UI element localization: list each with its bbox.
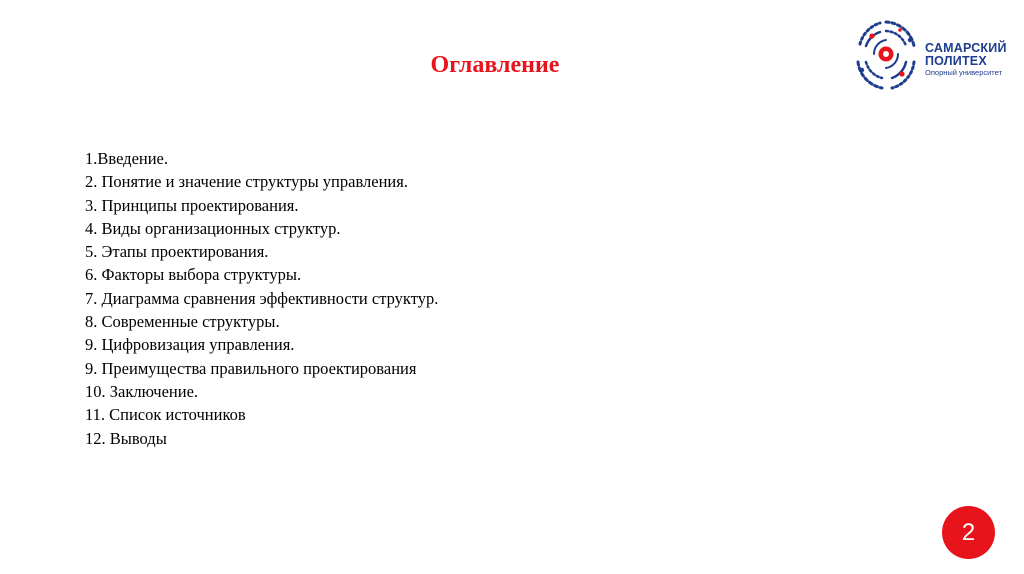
logo-tagline: Опорный университет: [925, 68, 1003, 77]
toc-item: 9. Цифровизация управления.: [85, 335, 295, 355]
page-title: Оглавление: [430, 52, 560, 78]
logo-line-2: ПОЛИТЕХ: [925, 54, 987, 68]
toc-item: 3. Принципы проектирования.: [85, 195, 299, 215]
toc-item: 1.Введение.: [85, 149, 169, 168]
toc-item: 6. Факторы выбора структуры.: [85, 265, 302, 285]
toc-item: 8. Современные структуры.: [85, 312, 280, 332]
toc-item: 5. Этапы проектирования.: [85, 242, 269, 262]
toc-item: 9. Преимущества правильного проектирования: [85, 358, 417, 378]
logo-line-1: САМАРСКИЙ: [925, 41, 1007, 55]
toc-item: 11. Список источников: [85, 405, 246, 425]
toc-item: 12. Выводы: [85, 428, 167, 448]
page-number-badge: 2: [942, 506, 995, 559]
table-of-contents: [85, 147, 438, 450]
toc-item: 4. Виды организационных структур.: [85, 218, 341, 238]
toc-item: 10. Заключение.: [85, 381, 199, 401]
toc-item: 7. Диаграмма сравнения эффективности структур.: [85, 288, 439, 308]
toc-item: 2. Понятие и значение структуры управления.: [85, 172, 408, 192]
